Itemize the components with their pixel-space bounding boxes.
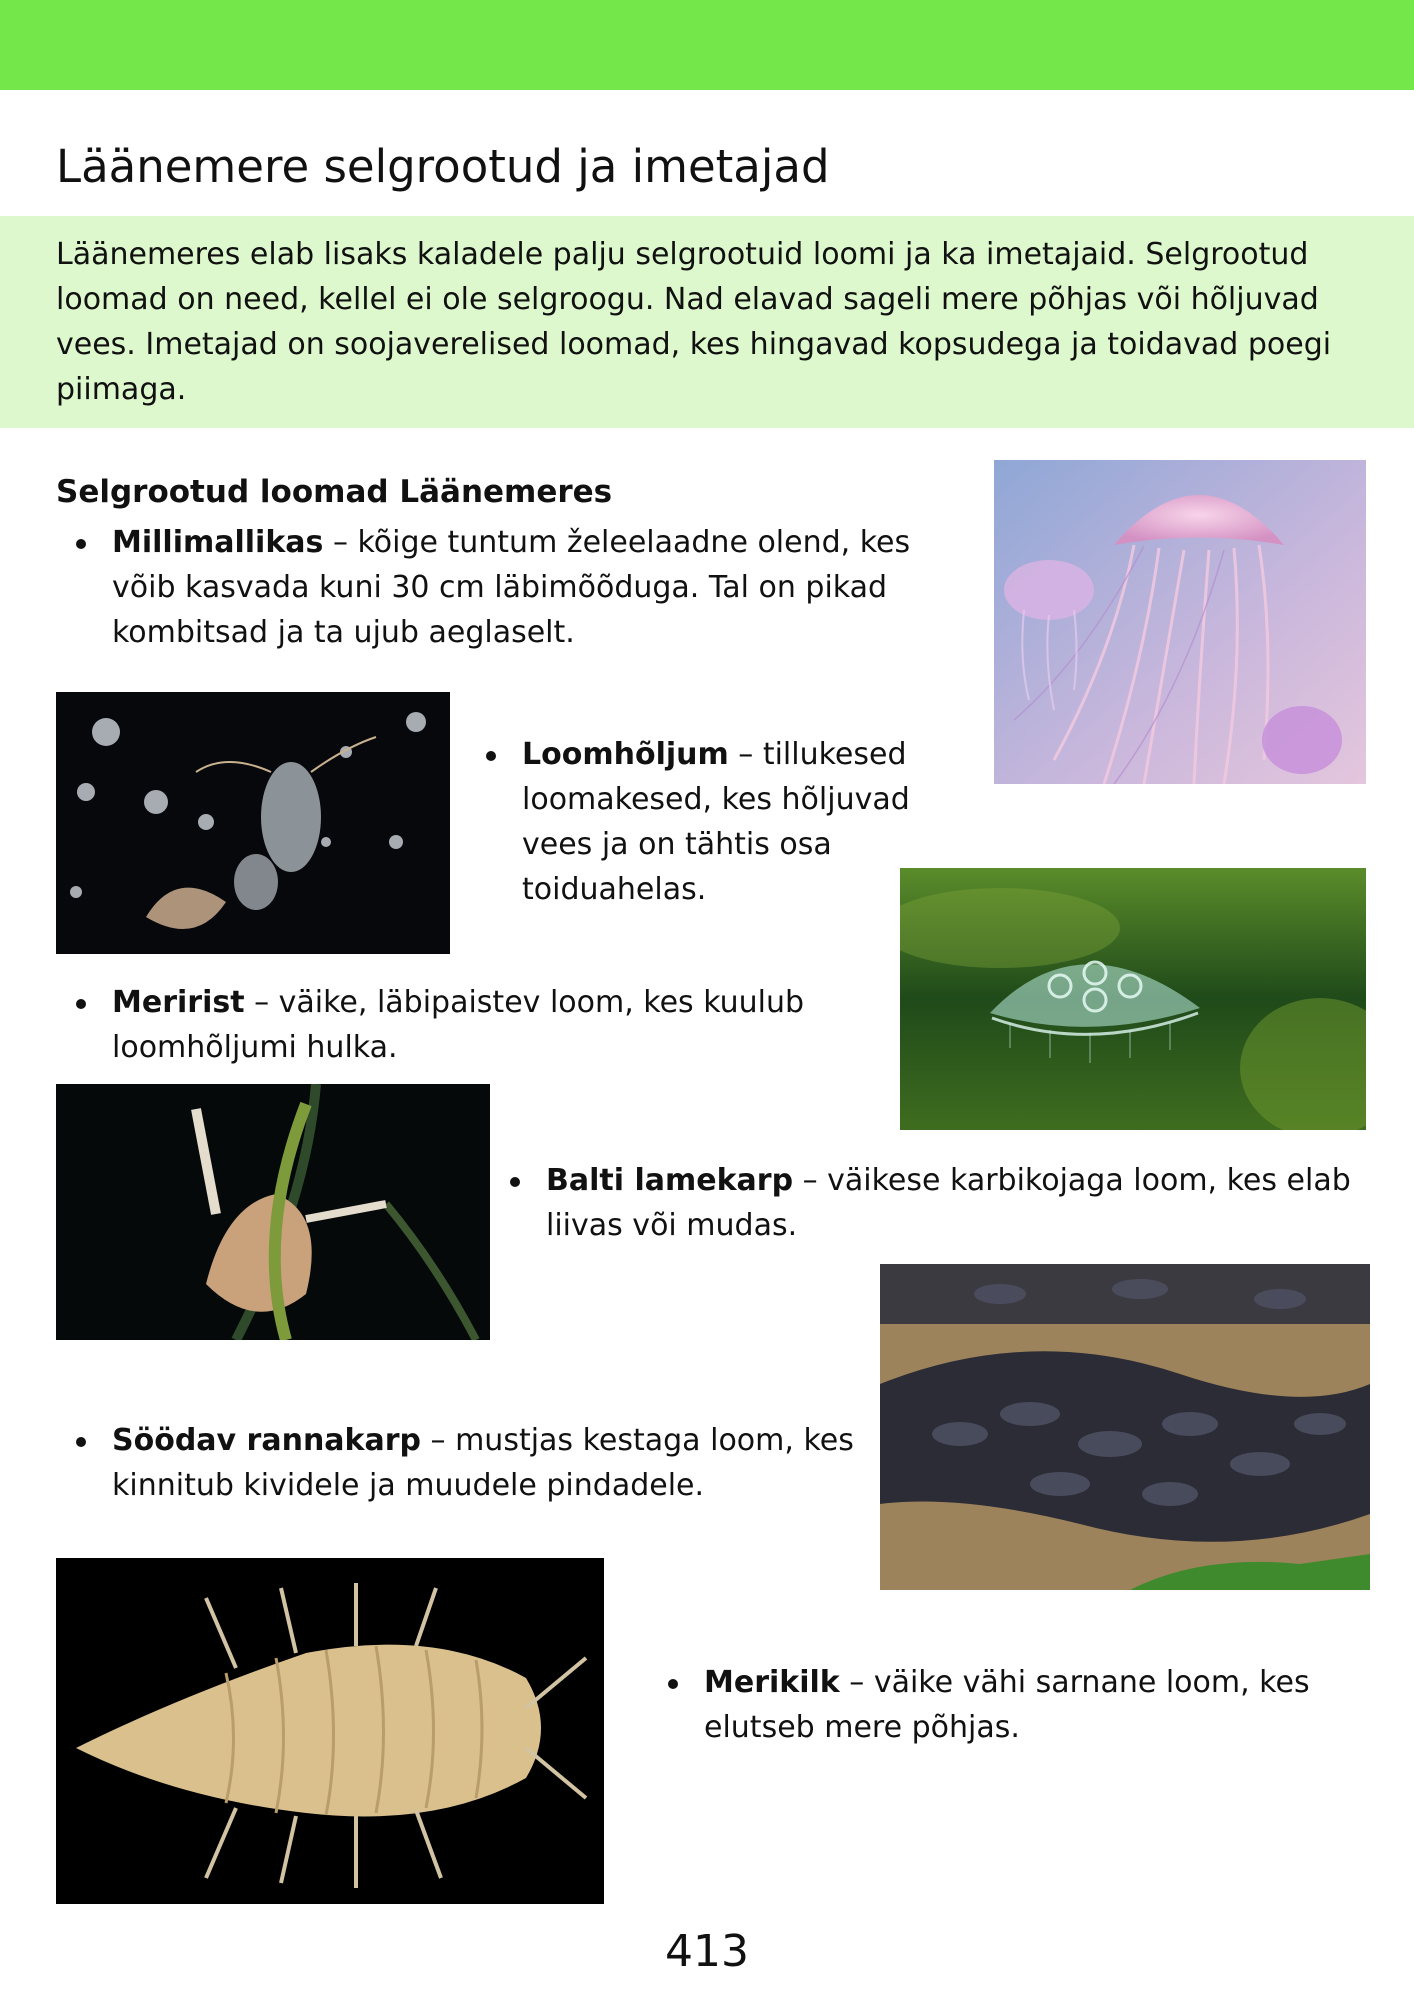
animal-description: – kõige tuntum želeelaadne olend, kes võib kasvada kuni 30 cm läbimõõduga. Tal on pikad kombitsad ja ta ujub aeglaselt. — [112, 525, 911, 650]
moon-jellyfish-photo — [900, 868, 1366, 1130]
intro-text: Läänemeres elab lisaks kaladele palju selgrootuid loomi ja ka imetajaid. Selgrootud loomad on need, kellel ei ole selgroogu. Nad elavad sageli mere põhjas või hõljuvad vees. Imetajad on soojaverelised loomad, kes hingavad kopsudega ja toidavad poegi piimaga. — [56, 237, 1332, 407]
animal-name: Merikilk — [704, 1665, 840, 1700]
list-item-millimallikas — [56, 520, 972, 655]
animal-name: Millimallikas — [112, 525, 324, 560]
animal-name: Loomhõljum — [522, 737, 729, 772]
page-title: Läänemere selgrootud ja imetajad — [56, 140, 830, 193]
jellyfish-photo — [994, 460, 1366, 784]
animal-name: Söödav rannakarp — [112, 1423, 422, 1458]
animal-description: – väike vähi sarnane loom, kes elutseb mere põhjas. — [704, 1665, 1310, 1745]
animal-description: – väike, läbipaistev loom, kes kuulub loomhõljumi hulka. — [112, 985, 805, 1065]
isopod-photo — [56, 1558, 604, 1904]
top-color-bar — [0, 0, 1414, 90]
zooplankton-photo — [56, 692, 450, 954]
list-item-meririst — [56, 980, 942, 1070]
animal-name: Meririst — [112, 985, 245, 1020]
list-item-balti-lamekarp — [490, 1158, 1414, 1248]
animal-description: – tillukesed loomakesed, kes hõljuvad vees ja on tähtis osa toiduahelas. — [522, 737, 910, 907]
page-number: 413 — [665, 1926, 749, 1977]
section-heading: Selgrootud loomad Läänemeres — [56, 474, 613, 510]
animal-description: – väikese karbikojaga loom, kes elab liivas või mudas. — [546, 1163, 1351, 1243]
list-item-merikilk — [648, 1660, 1404, 1750]
sea-creature-photo — [56, 1084, 490, 1340]
animal-description: – mustjas kestaga loom, kes kinnitub kividele ja muudele pindadele. — [112, 1423, 854, 1503]
animal-name: Balti lamekarp — [546, 1163, 794, 1198]
list-item-soodav-rannakarp — [56, 1418, 942, 1508]
mussels-photo — [880, 1264, 1370, 1590]
